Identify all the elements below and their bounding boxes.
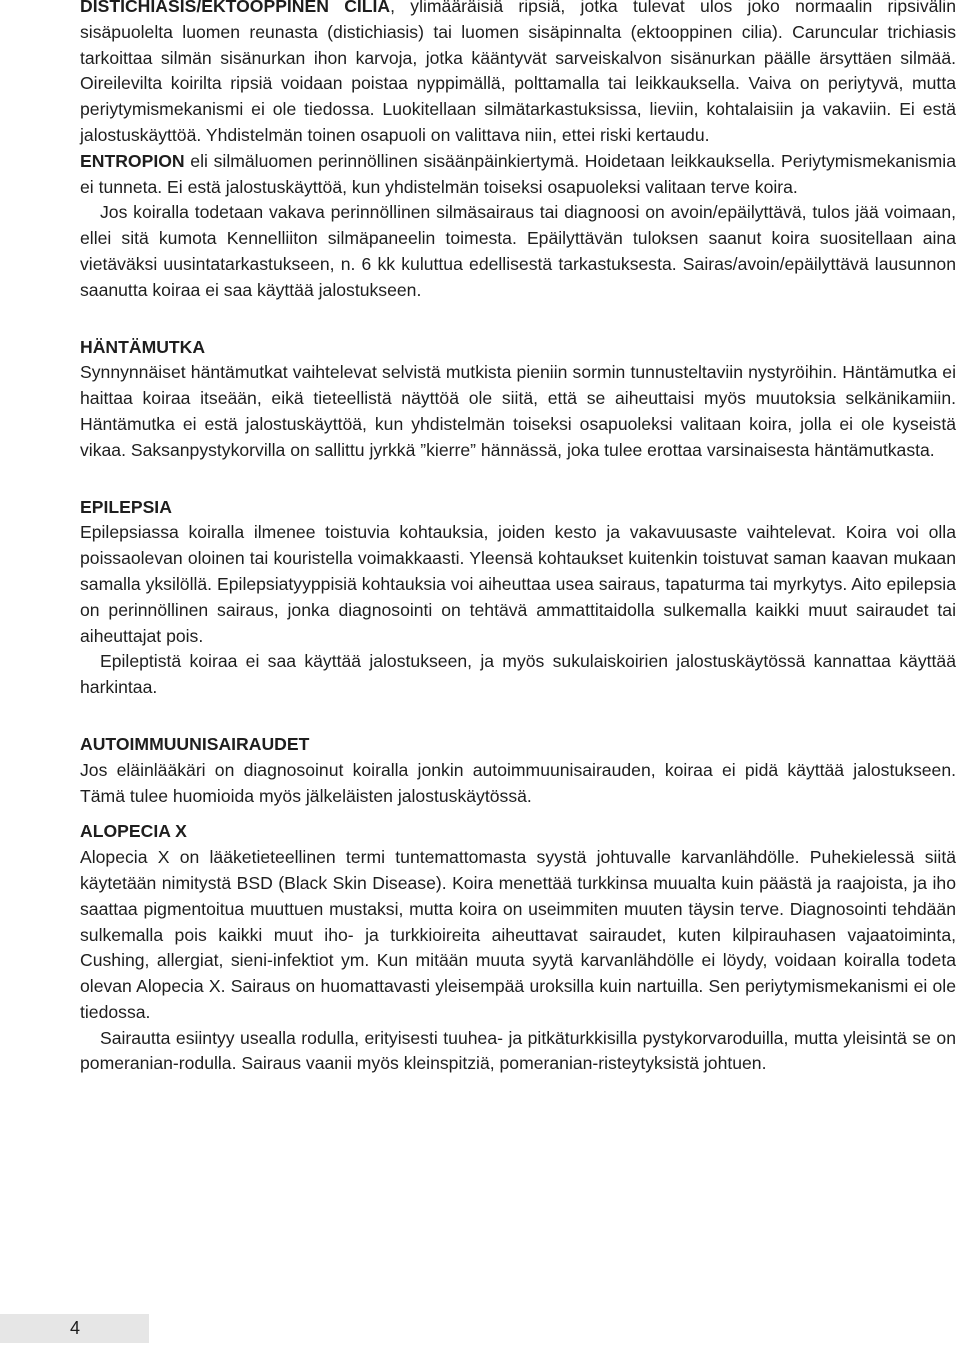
autoimmuuni-paragraph: Jos eläinlääkäri on diagnosoinut koiralla jonkin autoimmuunisairauden, koiraa ei pidä käyttää jalostukseen. Tämä tulee huomioida myös jälkeläisten jalostuskäytössä. [80,759,956,806]
entropion-term: ENTROPION [80,150,185,171]
general-eye-paragraph: Jos koiralla todetaan vakava perinnöllinen silmäsairaus tai diagnoosi on avoin/epäilyttävä, tulos jää voimaan, ellei sitä kumota Kennelliiton silmäpaneelin toimesta. Epäilyttävän tuloksen saanut koira suositellaan aina vietäväksi uusintatarkastukseen, n. 6 kk kuluttua edellisestä tarkastuksesta. Sairas/avoin/epäilyttävä lausunnon saanutta koiraa ei saa käyttää jalostukseen. [80,202,956,300]
distichiasis-paragraph [80,0,956,149]
hantamutka-paragraph: Synnynnäiset häntämutkat vaihtelevat selvistä mutkista pieniin sormin tunnusteltaviin nystyröihin. Häntämutka ei haittaa koiraa itseään, eikä tieteellistä näyttöä ole siitä, että se aiheuttaisi myös muutoksia selkänikamiin. Häntämutka ei estä jalostuskäyttöä, kun yhdistelmän toiseksi osapuoleksi valitaan koira, jolla ei ole kyseistä vikaa. Saksanpystykorvilla on sallittu jyrkkä ”kierre” hännässä, joka tulee erottaa varsinaisesta häntämutkasta. [80,362,956,460]
alopecia-paragraph-2: Sairautta esiintyy usealla rodulla, erityisesti tuuhea- ja pitkäturkkisilla pystykorvaroduilla, mutta yleisintä se on pomeranian-rodulla. Sairaus vaanii myös kleinspitziä, pomeranian-risteytyksistä johtuen. [80,1027,956,1074]
page-content [80,0,956,1077]
entropion-paragraph [80,149,956,201]
epilepsia-paragraph-2: Epileptistä koiraa ei saa käyttää jalostukseen, ja myös sukulaiskoirien jalostuskäytössä kannattaa käyttää harkintaa. [80,651,956,698]
alopecia-paragraph-1: Alopecia X on lääketieteellinen termi tuntemattomasta syystä johtuvalle karvanlähdölle. Puhekielessä siitä käytetään nimitystä BSD (Black Skin Disease). Koira menettää turkkinsa muualta kuin päästä ja raajoista, ja iho saattaa pigmentoitua muuttuen mustaksi, mutta koira on useimmiten muuten täysin terve. Diagnosointi tehdään sulkemalla pois kaikki muut iho- ja turkkioireita aiheuttavat sairaudet, kuten kilpirauhasen vajaatoiminta, Cushing, allergiat, sieni-infektiot ym. Kun mitään muuta syytä karvanlähdölle ei löydy, voidaan koiralla todeta olevan Alopecia X. Sairaus on huomattavasti yleisempää uroksilla kuin nartuilla. Sen periytymismekanismi ei ole tiedossa. [80,847,956,1022]
hantamutka-heading: HÄNTÄMUTKA [80,336,206,357]
distichiasis-term: DISTICHIASIS/EKTOOPPINEN CILIA [80,0,391,16]
epilepsia-paragraph-1: Epilepsiassa koiralla ilmenee toistuvia kohtauksia, joiden kesto ja vakavuusaste vaihtelevat. Koira voi olla poissaolevan oloinen tai kouristella voimakkaasti. Yleensä kohtaukset kuitenkin toistuvat saman kaavan mukaan samalla yksilöllä. Epilepsiatyyppisiä kohtauksia voi aiheuttaa usea sairaus, tapaturma tai myrkytys. Aito epilepsia on perinnöllinen sairaus, jonka diagnosointi on tehtävä ammattitaidolla sulkemalla kaikki muut sairaudet tai aiheuttajat pois. [80,522,956,646]
entropion-text: eli silmäluomen perinnöllinen sisäänpäinkiertymä. Hoidetaan leikkauksella. Periytymismekanismia ei tunneta. Ei estä jalostuskäyttöä, kun yhdistelmän toiseksi osapuoleksi valitaan terve koira. [80,150,956,197]
page-number: 4 [70,1318,81,1338]
distichiasis-text: , ylimääräisiä ripsiä, jotka tulevat ulos joko normaalin ripsivälin sisäpuolelta luomen reunasta (distichiasis) tai luomen sisäpinnalta (ektooppinen cilia). Caruncular trichiasis tarkoittaa silmän sisänurkan ihon karvoja, jotka kääntyvät sarveiskalvon sisänurkan päälle ärsyttäen silmää. Oireilevilta koirilta ripsiä voidaan poistaa nyppimällä, polttamalla tai leikkauksella. Vaiva on periytyvä, mutta periytymismekanismi ei ole tiedossa. Luokitellaan silmätarkastuksissa, lieviin, kohtalaisiin ja vakaviin. Ei estä jalostuskäyttöä. Yhdistelmän toinen osapuoli on valittava niin, ettei riski kertaudu. [80,0,957,145]
alopecia-heading: ALOPECIA X [80,821,187,842]
epilepsia-heading: EPILEPSIA [80,496,172,517]
autoimmuuni-heading: AUTOIMMUUNISAIRAUDET [80,733,310,754]
